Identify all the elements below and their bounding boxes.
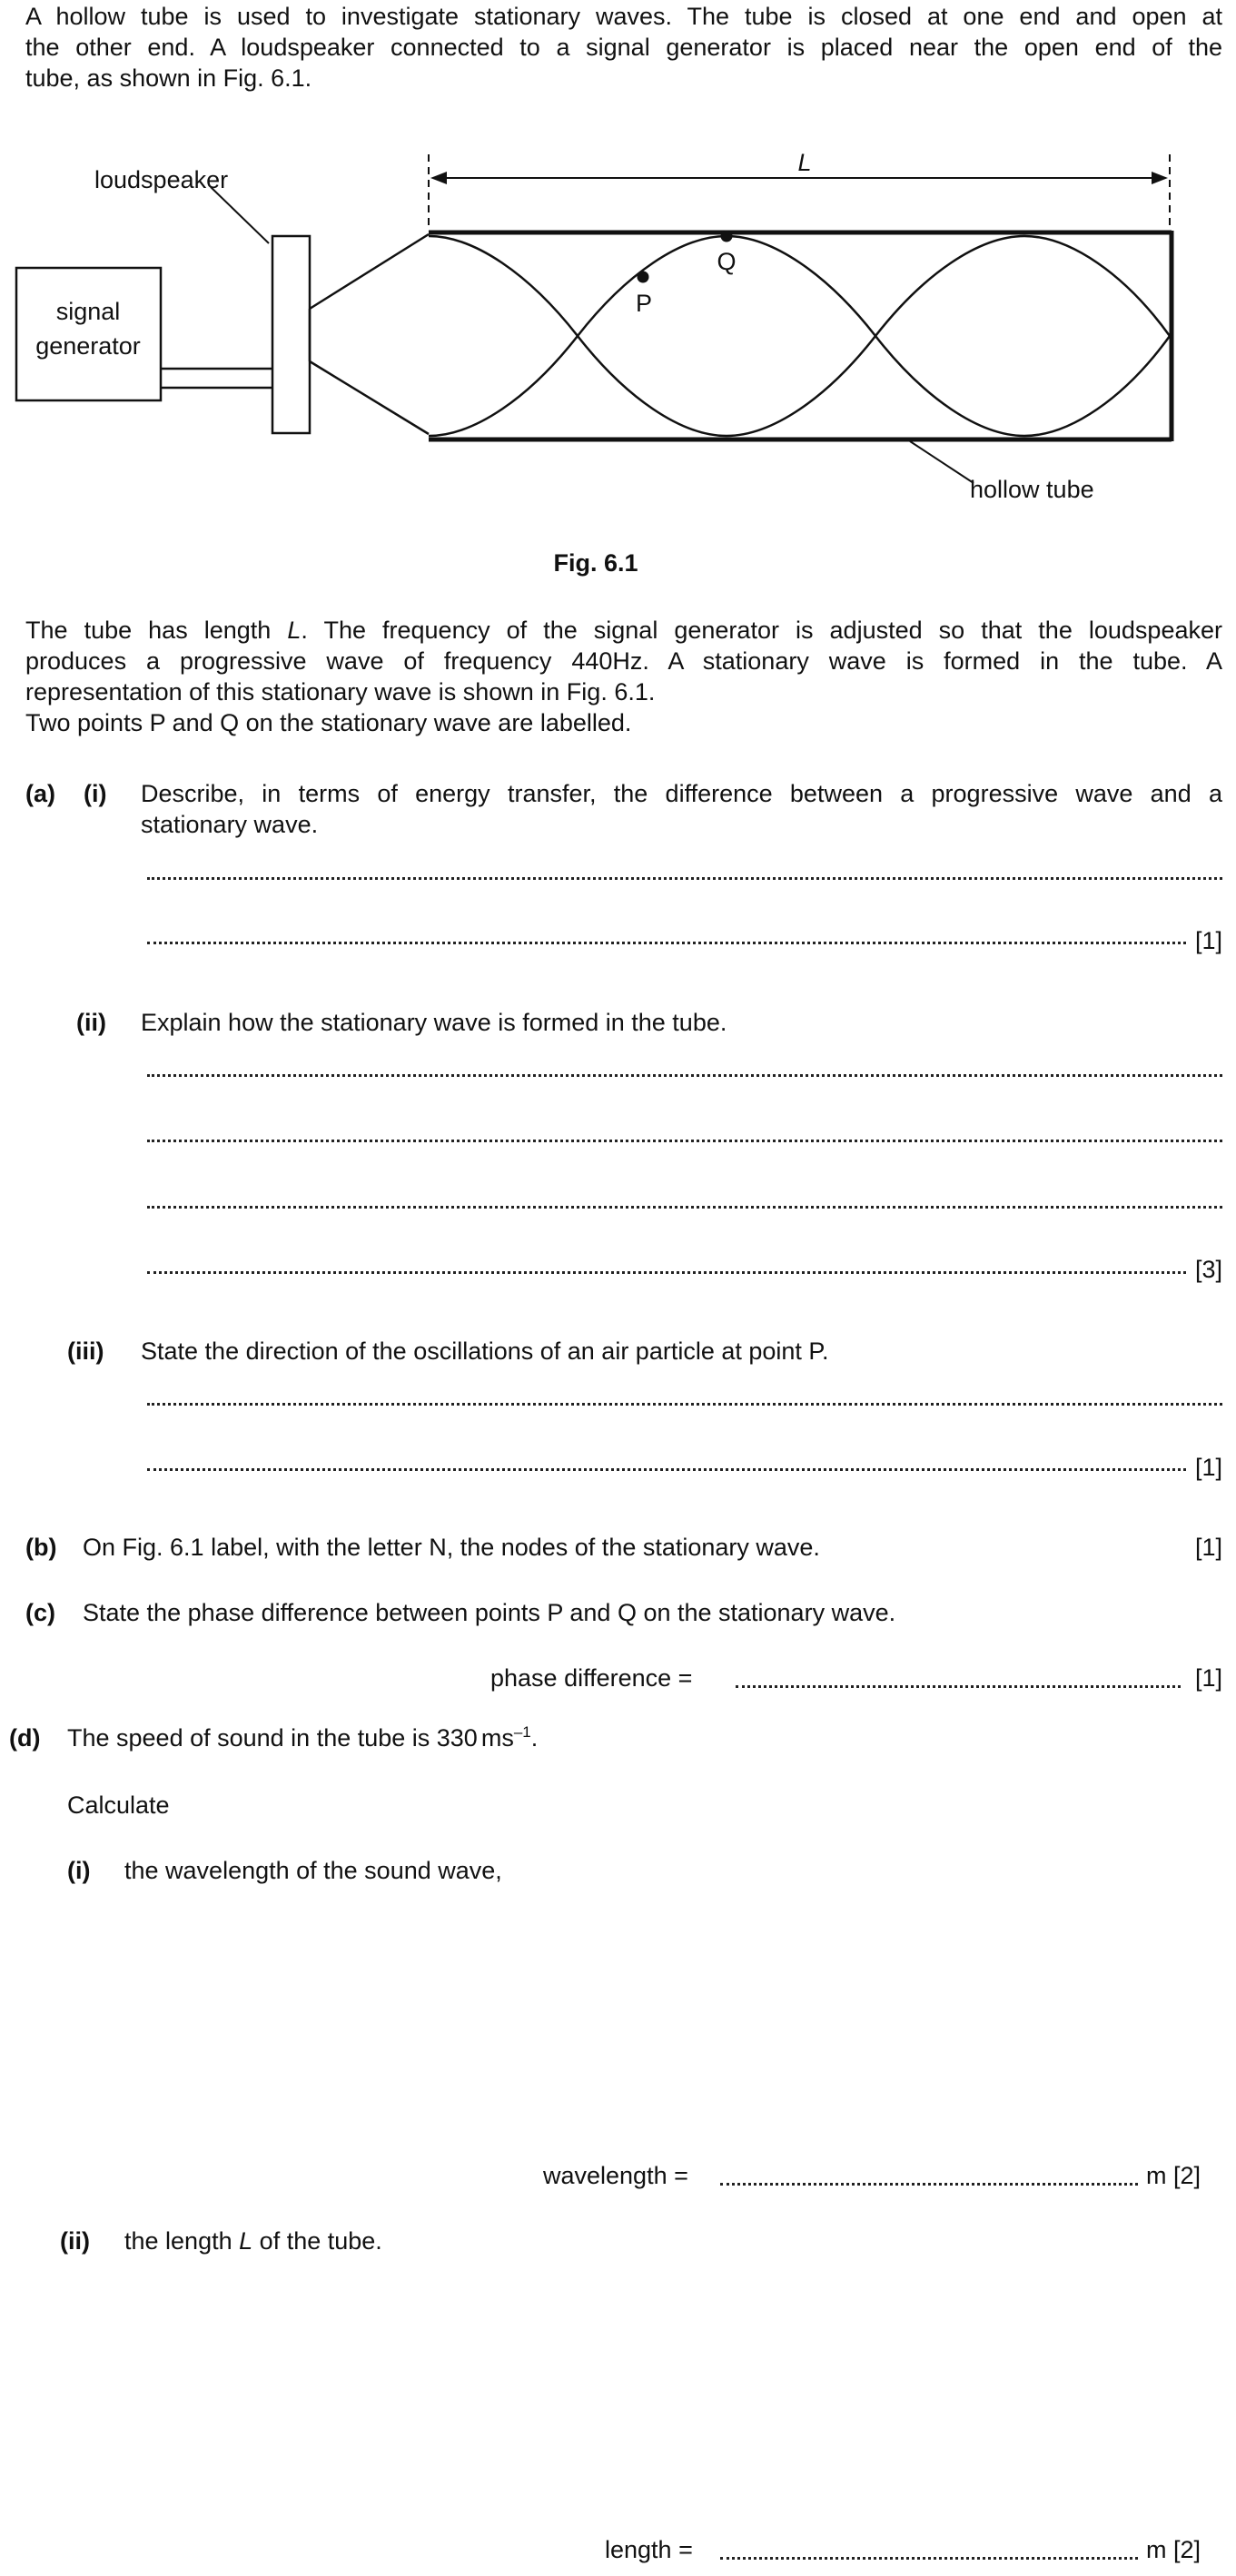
question-d-ii-text: the length L of the tube.	[124, 2227, 382, 2255]
wavelength-unit-marks: m [2]	[1146, 2162, 1201, 2189]
loudspeaker-body	[272, 236, 310, 433]
marks-a-iii: [1]	[1194, 1454, 1222, 1481]
length-label: L	[797, 149, 812, 176]
wave-envelope-2	[429, 236, 1170, 436]
context-line-2: produces a progressive wave of frequency 440Hz. A stationary wave is formed in the tube. A	[25, 647, 1222, 675]
question-d-ii-label: (ii)	[60, 2227, 90, 2255]
hollow-tube-label: hollow tube	[970, 476, 1094, 503]
question-a-iii-label: (iii)	[67, 1337, 104, 1365]
answer-line[interactable]	[147, 1468, 1186, 1471]
marks-a-i: [1]	[1194, 927, 1222, 954]
wavelength-label: wavelength =	[543, 2162, 688, 2189]
loudspeaker-cone-bottom	[310, 361, 429, 434]
context-line-4: Two points P and Q on the stationary wave are labelled.	[25, 709, 632, 736]
marks-a-ii: [3]	[1194, 1256, 1222, 1283]
question-d-i-text: the wavelength of the sound wave,	[124, 1857, 502, 1884]
question-a-label: (a)	[25, 780, 55, 807]
question-a-ii-text: Explain how the stationary wave is formed in the tube.	[141, 1009, 727, 1036]
marks-c: [1]	[1194, 1664, 1222, 1692]
signal-generator-label-1: signal	[55, 298, 121, 325]
figure-caption-text: Fig. 6.1	[553, 549, 638, 577]
answer-line[interactable]	[147, 1403, 1222, 1406]
question-a-i-label: (i)	[84, 780, 107, 807]
loudspeaker-cone-top	[310, 234, 429, 309]
length-answer-label: length =	[605, 2536, 693, 2563]
answer-line[interactable]	[147, 1074, 1222, 1077]
loudspeaker-pointer	[211, 187, 269, 243]
length-answer[interactable]	[720, 2557, 1138, 2560]
point-q-label: Q	[717, 248, 737, 275]
question-d-text: The speed of sound in the tube is 330 $ms^{-1}$.	[67, 1723, 539, 1752]
point-p-label: P	[635, 290, 653, 317]
point-q-marker	[721, 231, 733, 242]
context-line-3: representation of this stationary wave is shown in Fig. 6.1.	[25, 678, 656, 706]
signal-generator-label-2: generator	[35, 332, 141, 360]
answer-line[interactable]	[147, 1206, 1222, 1209]
length-unit-marks: m [2]	[1146, 2536, 1201, 2563]
marks-b: [1]	[1194, 1534, 1222, 1561]
answer-line[interactable]	[147, 877, 1222, 880]
hollow-tube-pointer	[910, 441, 974, 483]
point-p-marker	[638, 271, 649, 283]
question-d-i-label: (i)	[67, 1857, 91, 1884]
loudspeaker-label: loudspeaker	[94, 166, 229, 193]
calculate-text: Calculate	[67, 1791, 170, 1819]
wave-envelope-1	[429, 236, 1170, 436]
intro-line-2: the other end. A loudspeaker connected to a signal generator is placed near the open end of the	[25, 34, 1222, 61]
wavelength-answer[interactable]	[720, 2183, 1138, 2186]
intro-line-1: A hollow tube is used to investigate stationary waves. The tube is closed at one end and open at	[25, 3, 1222, 30]
question-a-i-line-2: stationary wave.	[141, 811, 319, 838]
intro-line-3: tube, as shown in Fig. 6.1.	[25, 64, 312, 92]
question-c-label: (c)	[25, 1599, 55, 1626]
question-b-text: On Fig. 6.1 label, with the letter N, the nodes of the stationary wave.	[83, 1534, 820, 1561]
question-d-label: (d)	[9, 1724, 41, 1752]
answer-line[interactable]	[147, 1271, 1186, 1274]
question-c-text: State the phase difference between points P and Q on the stationary wave.	[83, 1599, 896, 1626]
figure-6-1	[0, 0, 1236, 545]
question-a-i-line-1: Describe, in terms of energy transfer, the difference between a progressive wave and a	[141, 780, 1222, 807]
answer-line[interactable]	[147, 942, 1186, 944]
phase-difference-answer[interactable]	[736, 1685, 1181, 1688]
answer-line[interactable]	[147, 1140, 1222, 1142]
phase-difference-label: phase difference =	[490, 1664, 693, 1692]
question-b-label: (b)	[25, 1534, 57, 1561]
question-a-ii-label: (ii)	[76, 1009, 106, 1036]
question-a-iii-text: State the direction of the oscillations of an air particle at point P.	[141, 1337, 829, 1365]
context-line-1: The tube has length L. The frequency of the signal generator is adjusted so that the loudspeaker	[25, 617, 1222, 644]
